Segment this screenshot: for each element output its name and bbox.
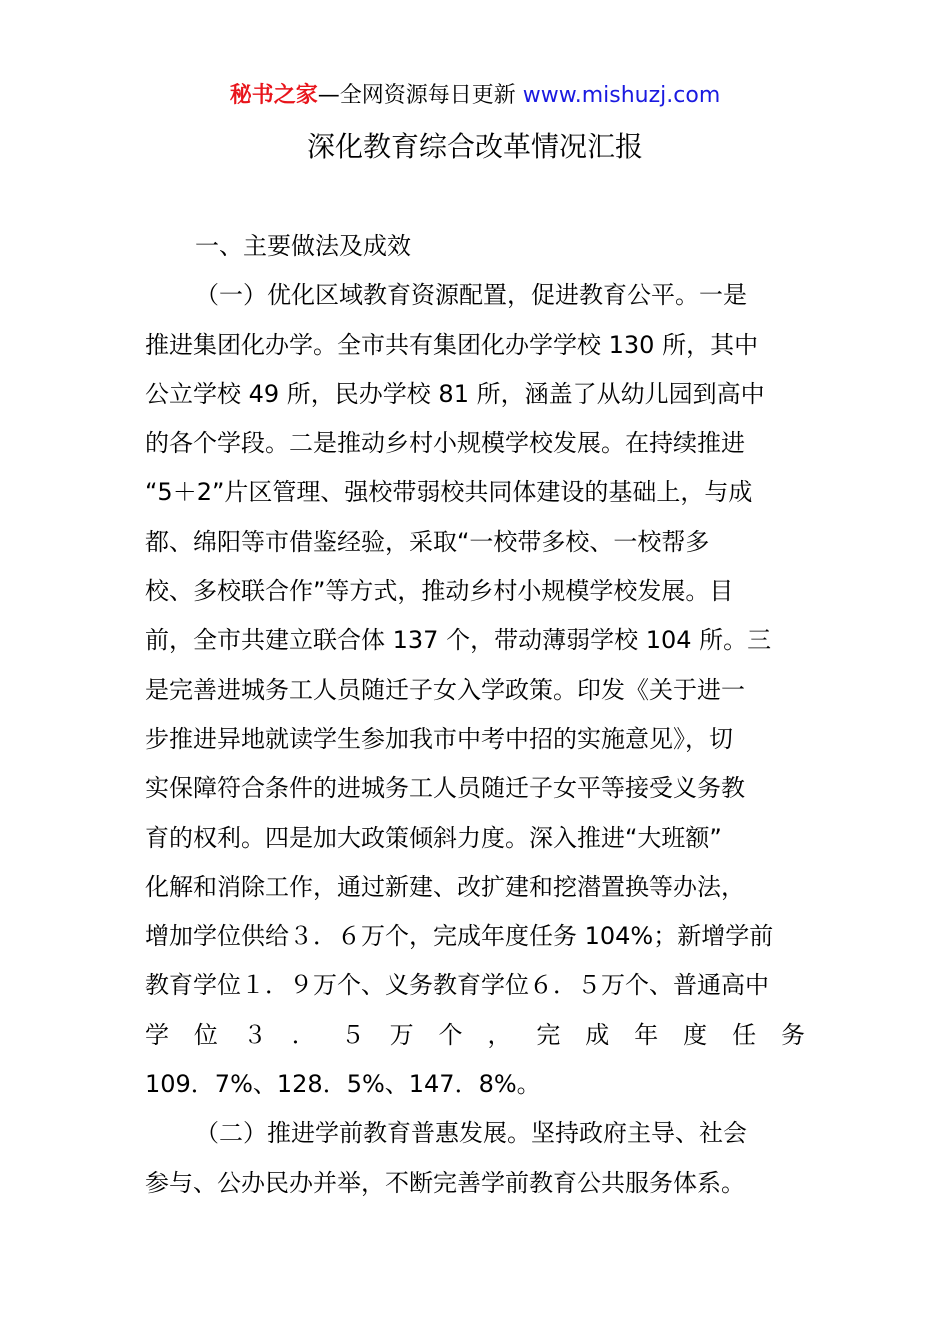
paragraph-line: 公立学校 49 所，民办学校 81 所，涵盖了从幼儿园到高中 xyxy=(145,379,765,408)
paragraph-line: 增加学位供给３．６万个，完成年度任务 104%；新增学前 xyxy=(145,922,774,951)
site-tagline: —全网资源每日更新 xyxy=(317,83,516,108)
document-body xyxy=(145,222,805,1208)
paragraph-line: “5＋2”片区管理、强校带弱校共同体建设的基础上，与成 xyxy=(145,478,753,507)
paragraph-line: 步推进异地就读学生参加我市中考中招的实施意见》，切 xyxy=(145,724,733,753)
paragraph-line: 实保障符合条件的进城务工人员随迁子女平等接受义务教 xyxy=(145,774,745,803)
paragraph-line-justified xyxy=(145,1011,805,1060)
paragraph-line: 的各个学段。二是推动乡村小规模学校发展。在持续推进 xyxy=(145,429,745,458)
justified-char: 度 xyxy=(683,1020,708,1049)
paragraph-line: 教育学位１．９万个、义务教育学位６．５万个、普通高中 xyxy=(145,971,769,1000)
justified-char: 任 xyxy=(732,1020,757,1049)
justified-char: 年 xyxy=(634,1020,659,1049)
paragraph-line: 育的权利。四是加大政策倾斜力度。深入推进“大班额” xyxy=(145,823,722,852)
site-header xyxy=(0,80,950,112)
document-title: 深化教育综合改革情况汇报 xyxy=(306,130,643,163)
justified-char: 万 xyxy=(389,1020,414,1049)
paragraph-line: （一）优化区域教育资源配置，促进教育公平。一是 xyxy=(195,281,747,310)
paragraph-line: 校、多校联合作”等方式，推动乡村小规模学校发展。目 xyxy=(145,577,734,606)
justified-char: ， xyxy=(487,1020,512,1049)
paragraph-line: 是完善进城务工人员随迁子女入学政策。印发《关于进一 xyxy=(145,675,745,704)
justified-char: ３ xyxy=(242,1020,267,1049)
justified-char: ． xyxy=(291,1020,316,1049)
paragraph-line: 前，全市共建立联合体 137 个，带动薄弱学校 104 所。三 xyxy=(145,626,772,655)
paragraph-line: （二）推进学前教育普惠发展。坚持政府主导、社会 xyxy=(195,1119,747,1148)
justified-char: 成 xyxy=(585,1020,610,1049)
section-heading: 一、主要做法及成效 xyxy=(195,232,411,260)
justified-char: 个 xyxy=(438,1020,463,1049)
paragraph-line: 109．7%、128．5%、147．8%。 xyxy=(145,1070,541,1099)
justified-char: 务 xyxy=(780,1020,805,1049)
paragraph-line: 化解和消除工作，通过新建、改扩建和挖潜置换等办法， xyxy=(145,872,745,901)
paragraph-line: 参与、公办民办并举，不断完善学前教育公共服务体系。 xyxy=(145,1168,745,1197)
justified-char: 位 xyxy=(193,1020,218,1049)
justified-char: 完 xyxy=(536,1020,561,1049)
justified-char: 学 xyxy=(145,1020,169,1049)
site-brand: 秘书之家 xyxy=(229,83,318,108)
paragraph-line: 都、绵阳等市借鉴经验，采取“一校带多校、一校帮多 xyxy=(145,527,710,556)
site-url-link[interactable]: www.mishuzj.com xyxy=(522,83,721,108)
paragraph-line: 推进集团化办学。全市共有集团化办学学校 130 所，其中 xyxy=(145,330,759,359)
justified-char: ５ xyxy=(340,1020,365,1049)
